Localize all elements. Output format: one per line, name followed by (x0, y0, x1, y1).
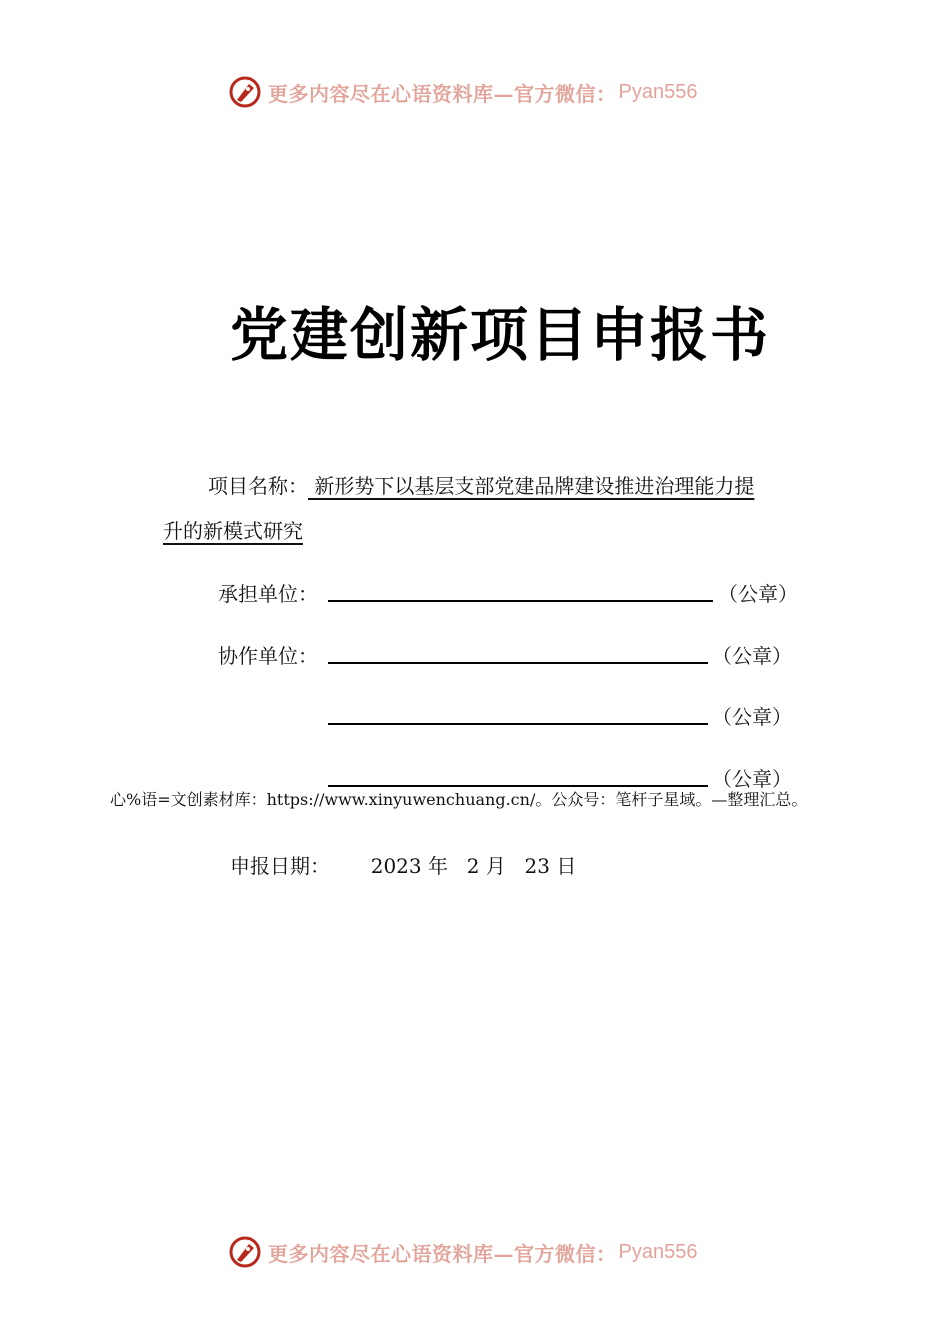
date-year-unit: 年 (427, 854, 448, 878)
cooperation-extra-stamp-1: （公章） (712, 705, 792, 729)
project-name-row (208, 470, 754, 499)
watermark-brand: Pyan556 (618, 1240, 698, 1263)
project-name-row-2 (163, 515, 303, 544)
date-month-unit: 月 (485, 854, 506, 878)
undertaking-unit-stamp: （公章） (718, 582, 798, 606)
project-name-line2: 升的新模式研究 (163, 519, 303, 543)
date-month: 2 (466, 854, 480, 878)
cooperation-extra-line-2 (328, 785, 708, 787)
date-day: 23 (524, 854, 550, 878)
cooperation-extra-stamp-2: （公章） (712, 767, 792, 791)
date-day-unit: 日 (556, 854, 577, 878)
source-note: 心%语=文创素材库：https://www.xinyuwenchuang.cn/。公众号：笔杆子星域。—整理汇总。 (110, 790, 808, 809)
cooperation-extra-line-1 (328, 723, 708, 725)
cooperation-unit-line (328, 662, 708, 664)
pen-nib-logo-icon (228, 75, 262, 109)
undertaking-unit-label: 承担单位： (218, 582, 318, 606)
date-row (230, 850, 576, 879)
date-year: 2023 (370, 854, 422, 878)
cooperation-unit-stamp: （公章） (712, 644, 792, 668)
cooperation-unit-label: 协作单位： (218, 644, 318, 668)
watermark-text: 更多内容尽在心语资料库—官方微信： (268, 1241, 617, 1266)
undertaking-unit-line (328, 600, 713, 602)
header-watermark (228, 72, 697, 112)
project-name-label: 项目名称： (208, 474, 308, 498)
watermark-text: 更多内容尽在心语资料库—官方微信： (268, 81, 617, 106)
project-name-line1: 新形势下以基层支部党建品牌建设推进治理能力提 (308, 474, 755, 498)
document-title: 党建创新项目申报书 (229, 301, 770, 369)
date-label: 申报日期： (230, 854, 330, 878)
footer-watermark (228, 1232, 697, 1272)
watermark-brand: Pyan556 (618, 80, 698, 103)
pen-nib-logo-icon (228, 1235, 262, 1269)
